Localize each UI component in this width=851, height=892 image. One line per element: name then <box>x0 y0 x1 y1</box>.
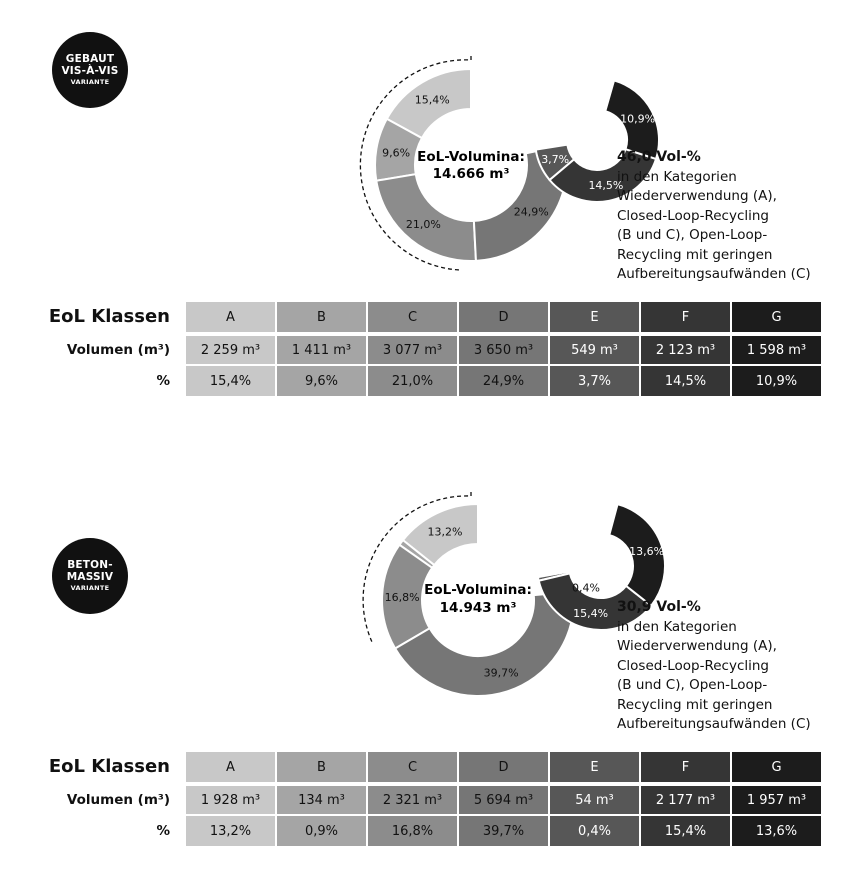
summary-line: (B und C), Open-Loop- <box>617 677 768 693</box>
class-header-cell: C <box>368 302 457 332</box>
summary-headline: 46,0 Vol-% <box>617 149 701 165</box>
volume-cell: 2 123 m³ <box>641 336 730 364</box>
donut-center-value: 14.666 m³ <box>432 166 510 182</box>
summary-line: Wiederverwendung (A), <box>617 188 777 204</box>
donut-segment-label: 21,0% <box>405 218 441 232</box>
donut-center-title: EoL-Volumina: <box>417 149 525 165</box>
class-header-cell: G <box>732 752 821 782</box>
volume-cell: 1 928 m³ <box>186 786 275 814</box>
volume-cell: 1 411 m³ <box>277 336 366 364</box>
class-header-cell: A <box>186 752 275 782</box>
summary-headline: 30,9 Vol-% <box>617 599 701 615</box>
volume-row-label: Volumen (m³) <box>66 342 170 358</box>
percent-cell: 13,2% <box>186 816 275 846</box>
summary-text <box>617 148 847 285</box>
table-header-label: EoL Klassen <box>48 306 170 327</box>
volume-row-label: Volumen (m³) <box>66 792 170 808</box>
percent-cell: 13,6% <box>732 816 821 846</box>
volume-cell: 1 598 m³ <box>732 336 821 364</box>
donut-segment-label: 9,6% <box>382 146 411 160</box>
donut-center-title: EoL-Volumina: <box>424 582 532 598</box>
badge-line-1: BETON- <box>67 559 113 571</box>
badge-line-3: VARIANTE <box>70 78 110 86</box>
class-header-cell: E <box>550 302 639 332</box>
donut-segment-label: 15,4% <box>573 606 609 620</box>
percent-cell: 10,9% <box>732 366 821 396</box>
percent-row-label: % <box>156 823 170 839</box>
volume-cell: 3 650 m³ <box>459 336 548 364</box>
donut-segment-label: 24,9% <box>513 205 549 219</box>
donut-segment-label: 10,9% <box>620 112 656 126</box>
donut-segment-label: 13,2% <box>427 525 463 539</box>
summary-line: (B und C), Open-Loop- <box>617 227 768 243</box>
percent-cell: 16,8% <box>368 816 457 846</box>
volume-cell: 54 m³ <box>550 786 639 814</box>
summary-line: Closed-Loop-Recycling <box>617 207 770 224</box>
percent-cell: 24,9% <box>459 366 548 396</box>
volume-cell: 2 177 m³ <box>641 786 730 814</box>
donut-segment-label: 15,4% <box>414 93 450 107</box>
volume-cell: 134 m³ <box>277 786 366 814</box>
percent-cell: 9,6% <box>277 366 366 396</box>
percent-cell: 0,4% <box>550 816 639 846</box>
percent-row-label: % <box>156 373 170 389</box>
panel-variant-2 <box>0 446 851 892</box>
class-header-cell: B <box>277 752 366 782</box>
percent-cell: 15,4% <box>186 366 275 396</box>
donut-center-value: 14.943 m³ <box>439 600 517 616</box>
class-header-cell: F <box>641 752 730 782</box>
volume-cell: 549 m³ <box>550 336 639 364</box>
volume-cell: 2 321 m³ <box>368 786 457 814</box>
volume-cell: 2 259 m³ <box>186 336 275 364</box>
summary-line: Aufbereitungsaufwänden (C) <box>617 716 811 732</box>
summary-text <box>617 598 847 735</box>
percent-cell: 14,5% <box>641 366 730 396</box>
class-header-cell: G <box>732 302 821 332</box>
table-header-label: EoL Klassen <box>48 756 170 777</box>
percent-cell: 21,0% <box>368 366 457 396</box>
summary-line: Recycling mit geringen <box>617 696 773 713</box>
class-header-cell: D <box>459 302 548 332</box>
donut-segment-label: 16,8% <box>384 590 420 604</box>
donut-segment-label: 3,7% <box>541 153 570 167</box>
summary-line: Wiederverwendung (A), <box>617 638 777 654</box>
class-header-cell: B <box>277 302 366 332</box>
percent-cell: 3,7% <box>550 366 639 396</box>
summary-line: in den Kategorien <box>617 618 737 635</box>
class-header-cell: C <box>368 752 457 782</box>
class-header-cell: A <box>186 302 275 332</box>
badge-line-2: MASSIV <box>66 571 114 583</box>
volume-cell: 5 694 m³ <box>459 786 548 814</box>
class-header-cell: D <box>459 752 548 782</box>
percent-cell: 15,4% <box>641 816 730 846</box>
badge-line-2: VIS-À-VIS <box>61 65 119 77</box>
summary-line: Recycling mit geringen <box>617 246 773 263</box>
summary-line: Aufbereitungsaufwänden (C) <box>617 266 811 282</box>
donut-segment-label: 14,5% <box>588 179 624 193</box>
summary-line: in den Kategorien <box>617 168 737 185</box>
summary-line: Closed-Loop-Recycling <box>617 657 770 674</box>
badge-line-3: VARIANTE <box>70 584 110 592</box>
donut-segment-label: 39,7% <box>483 666 519 680</box>
percent-cell: 0,9% <box>277 816 366 846</box>
volume-cell: 3 077 m³ <box>368 336 457 364</box>
volume-cell: 1 957 m³ <box>732 786 821 814</box>
percent-cell: 39,7% <box>459 816 548 846</box>
donut-segment-label: 0,4% <box>572 581 600 595</box>
class-header-cell: F <box>641 302 730 332</box>
badge-line-1: GEBAUT <box>65 53 115 65</box>
donut-segment-label: 13,6% <box>629 544 665 558</box>
class-header-cell: E <box>550 752 639 782</box>
